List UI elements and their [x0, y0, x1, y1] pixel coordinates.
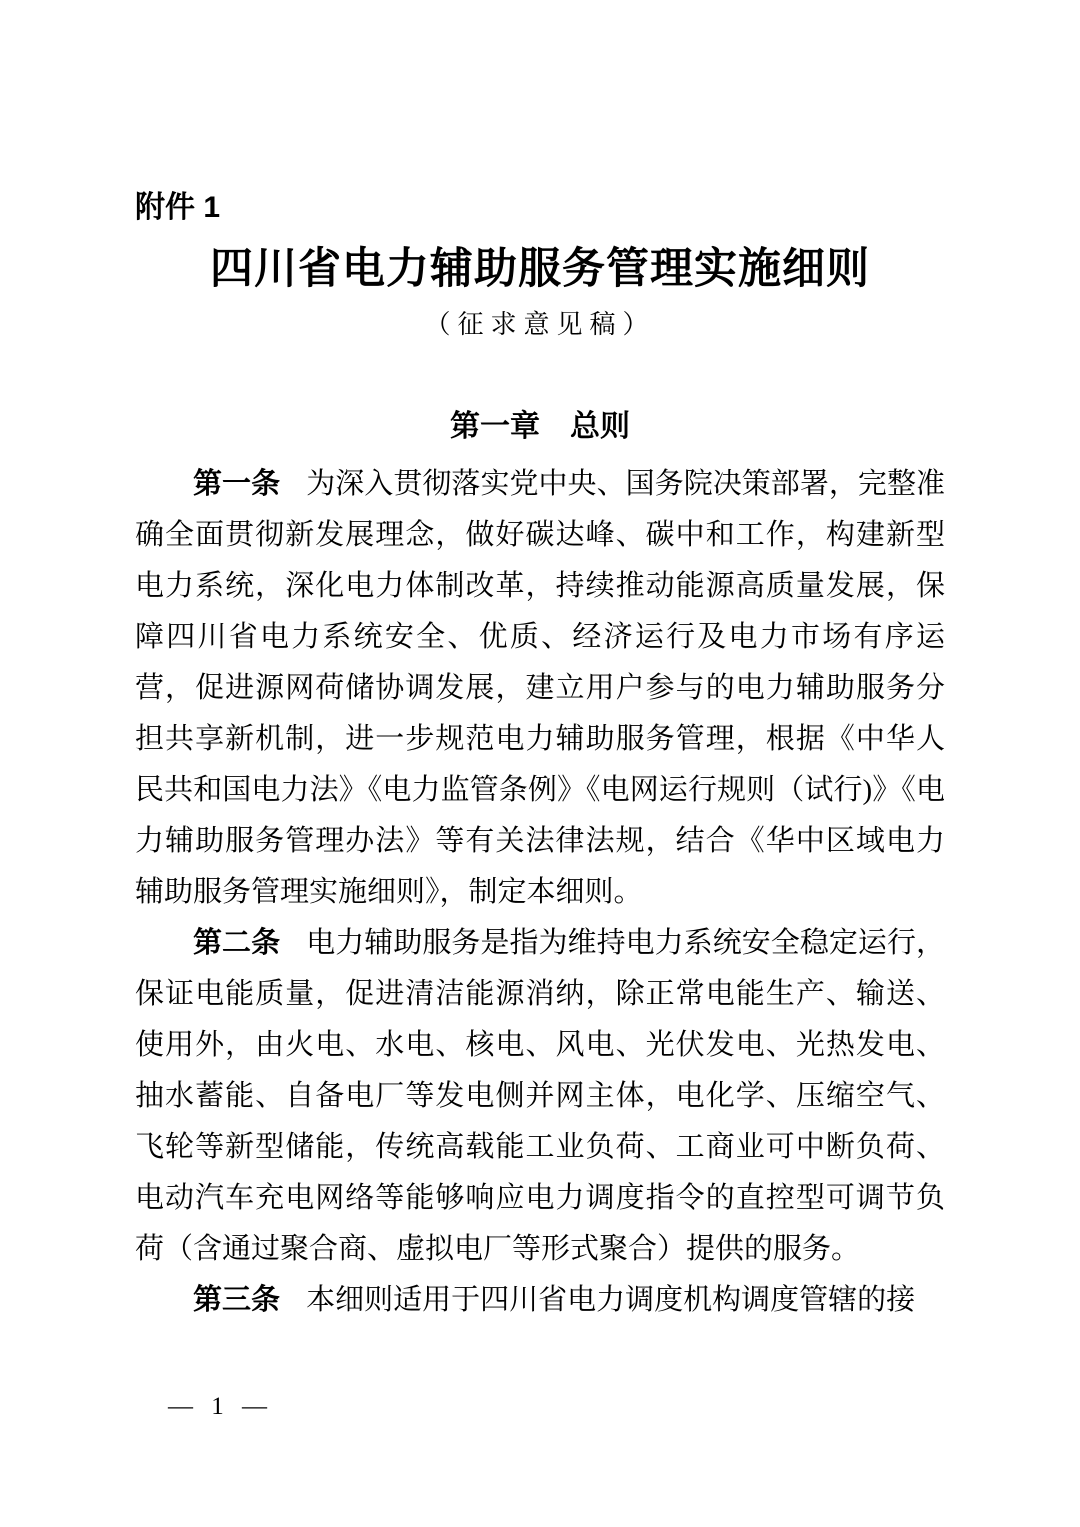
article-paragraph-3 [135, 1275, 945, 1326]
document-body [135, 459, 945, 1326]
attachment-label: 附件 1 [135, 191, 221, 224]
article-paragraph-2 [135, 918, 945, 1275]
document-subtitle: （征求意见稿） [424, 309, 656, 339]
chapter-heading: 第一章 总则 [450, 410, 630, 444]
article-paragraph-1 [135, 459, 945, 918]
document-title: 四川省电力辅助服务管理实施细则 [210, 245, 870, 293]
page-number: — 1 — [168, 1393, 273, 1420]
article-label-2: 第二条 [193, 927, 281, 960]
article-label-1: 第一条 [193, 468, 281, 501]
article-text-3: 本细则适用于四川省电力调度机构调度管辖的接 [306, 1284, 916, 1317]
article-text-1: 为深入贯彻落实党中央、国务院决策部署，完整准确全面贯彻新发展理念，做好碳达峰、碳中和工作，构建新型电力系统，深化电力体制改革，持续推动能源高质量发展，保障四川省电力系统安全、优质、经济运行及电力市场有序运营，促进源网荷储协调发展，建立用户参与的电力辅助服务分担共享新机制，进一步规范电力辅助服务管理，根据《中华人民共和国电力法》《电力监管条例》《电网运行规则（试行)》《电力辅助服务管理办法》等有关法律法规，结合《华中区域电力辅助服务管理实施细则》，制定本细则。 [135, 468, 945, 909]
article-text-2: 电力辅助服务是指为维持电力系统安全稳定运行，保证电能质量，促进清洁能源消纳，除正常电能生产、输送、使用外，由火电、水电、核电、风电、光伏发电、光热发电、抽水蓄能、自备电厂等发电侧并网主体，电化学、压缩空气、飞轮等新型储能，传统高载能工业负荷、工商业可中断负荷、电动汽车充电网络等能够响应电力调度指令的直控型可调节负荷（含通过聚合商、虚拟电厂等形式聚合）提供的服务。 [135, 927, 945, 1266]
article-label-3: 第三条 [193, 1284, 281, 1317]
